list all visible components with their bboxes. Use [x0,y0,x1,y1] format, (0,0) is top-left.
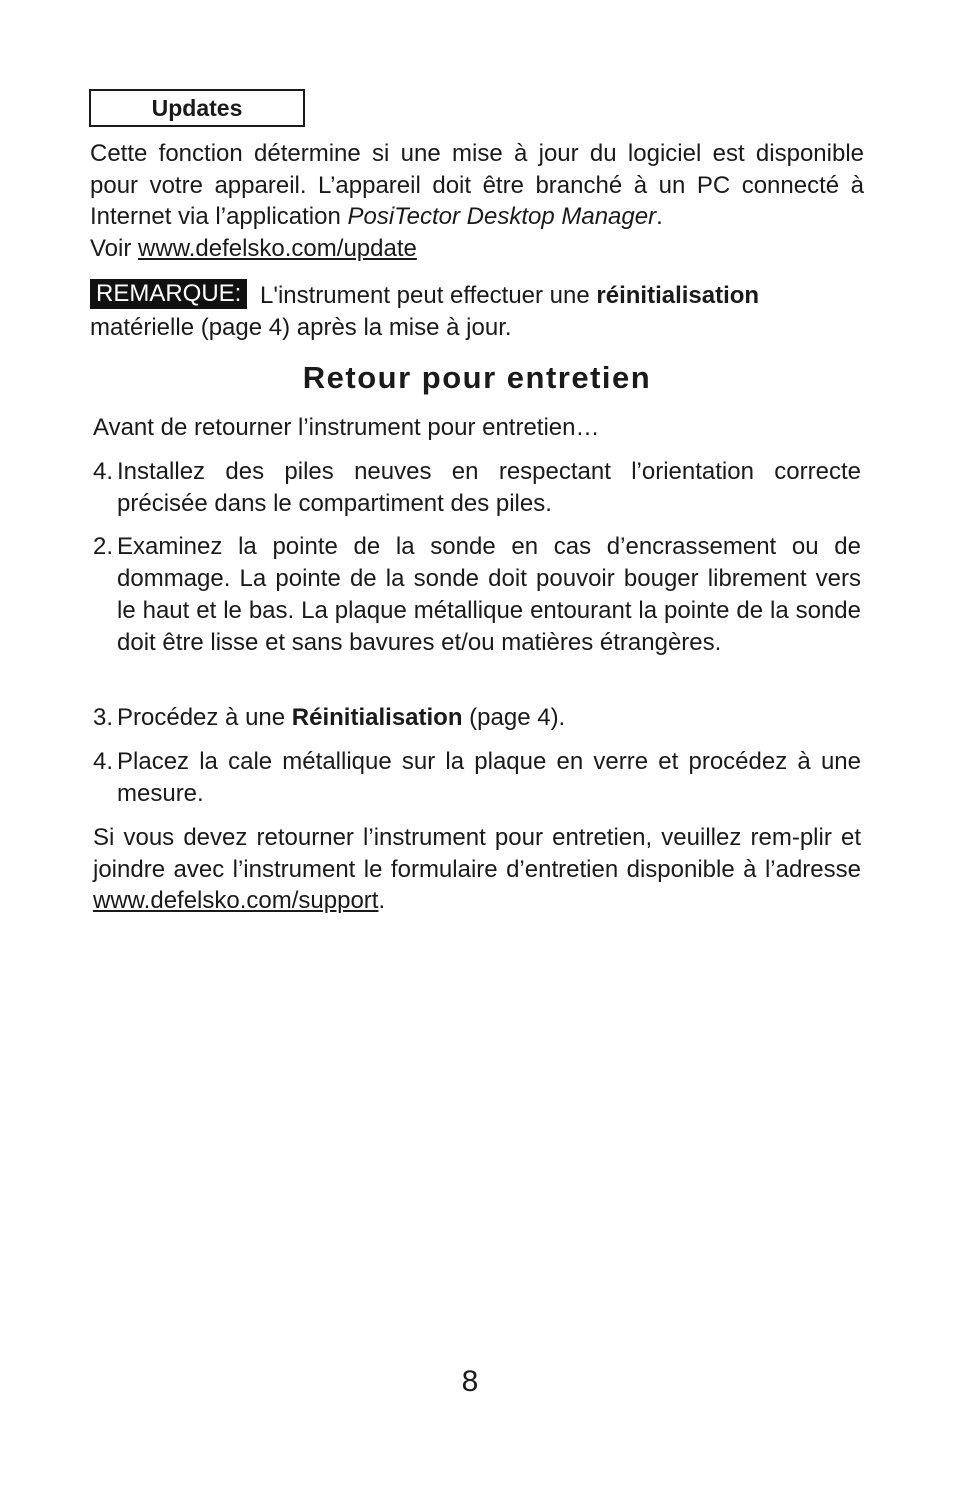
list-item-text [117,702,861,734]
remarque-text-part1: L'instrument peut effectuer une [253,282,597,309]
list-item [93,531,861,659]
page-number: 8 [461,1365,479,1398]
support-link[interactable]: www.defelsko.com/support [93,887,379,914]
list-item [93,702,861,734]
list-item-text-part2: (page 4). [462,704,566,731]
list-item-number: 3. [93,704,114,731]
section-heading: Retour pour entretien [302,360,652,395]
list-item-text-bold: Réinitialisation [291,704,463,731]
list-item-text-part1: Procédez à une [117,704,292,731]
final-end: . [378,887,386,914]
list-item-text: Installez des piles neuves en respectant l’orientation correcte précisée dans le compartiment des piles. [117,458,861,517]
remarque-text-bold: réinitialisation [596,282,760,309]
final-text: Si vous devez retourner l’instrument pour entretien, veuillez rem-plir et joindre avec l’instrument le formulaire d’entretien disponible à l’adresse [93,824,861,883]
updates-voir-label: Voir [90,234,139,262]
updates-app-name: PosiTector Desktop Manager [347,203,657,230]
return-instructions-paragraph [93,822,861,917]
updates-section-label [89,89,305,127]
section-intro: Avant de retourner l’instrument pour entretien… [93,414,600,441]
list-item-number: 4. [93,748,114,775]
remarque-tag: REMARQUE: [90,279,247,309]
list-item-number: 2. [93,533,114,560]
list-item [93,746,861,810]
updates-text-part2: . [656,203,663,230]
update-link[interactable]: www.defelsko.com/update [138,234,417,262]
list-item-text: Placez la cale métallique sur la plaque en verre et procédez à une mesure. [117,748,861,807]
list-item-number: 4. [93,458,114,485]
updates-paragraph [90,138,864,264]
updates-text-part1: Cette fonction détermine si une mise à jour du logiciel est disponible pour votre appareil. L’appareil doit être branché à un PC connecté à Internet via l’application [90,140,864,230]
remarque-note [90,280,864,343]
updates-label-text: Updates [151,95,243,121]
list-item [93,456,861,520]
list-item-text: Examinez la pointe de la sonde en cas d’encrassement ou de dommage. La pointe de la sonde doit pouvoir bouger librement vers le haut et le bas. La plaque métallique entourant la pointe de la sonde doit être lisse et sans bavures et/ou matières étrangères. [117,533,861,656]
remarque-text-part2: matérielle (page 4) après la mise à jour. [90,313,512,341]
